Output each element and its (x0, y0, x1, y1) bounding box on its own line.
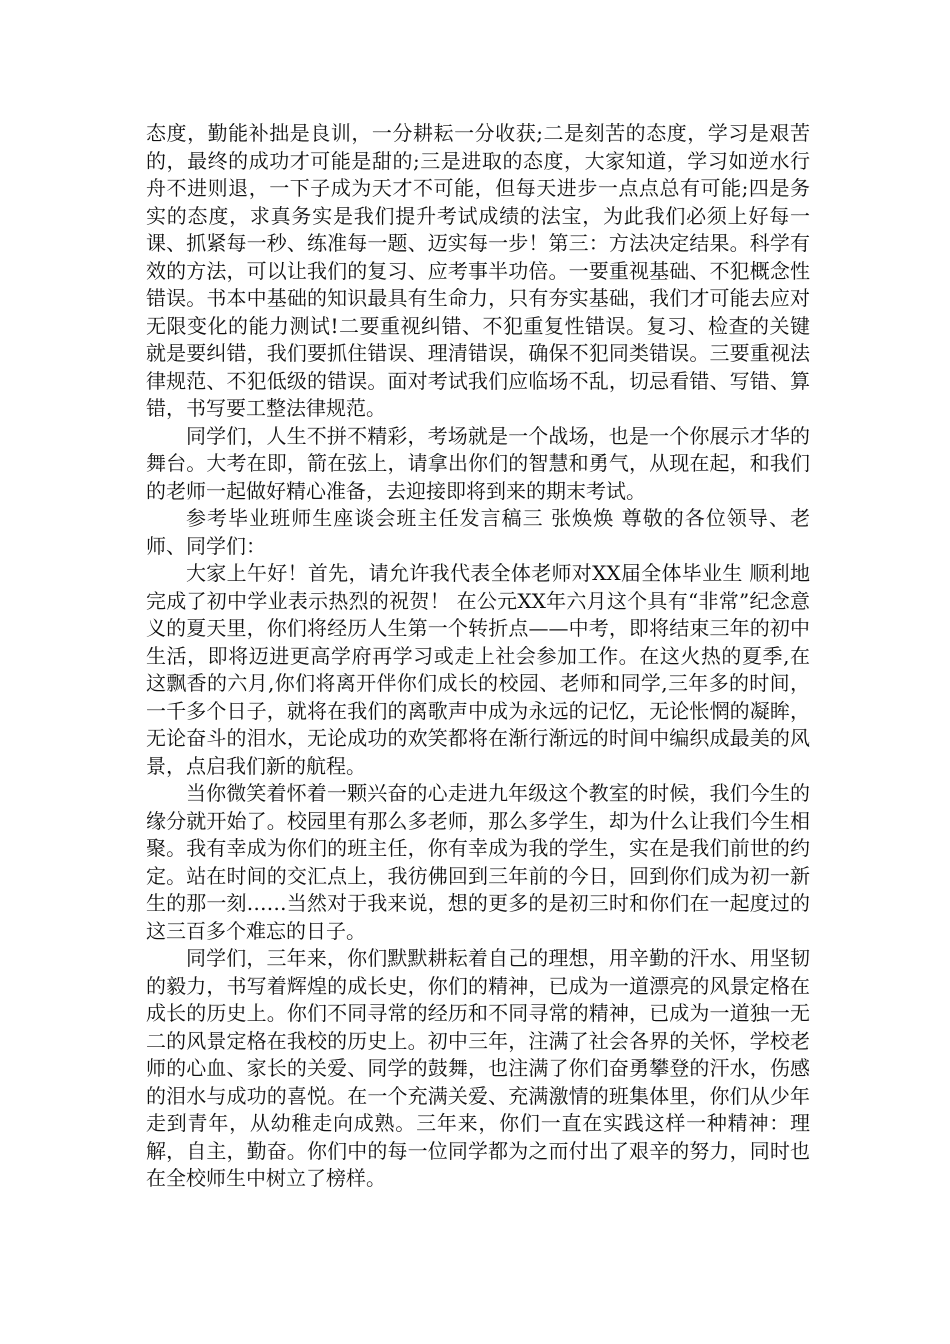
paragraph-greeting-congratulations: 大家上午好！首先，请允许我代表全体老师对XX届全体毕业生 顺利地完成了初中学业表示热烈的祝贺！ 在公元XX年六月这个具有“非常”纪念意义的夏天里，你们将经历人生第一个转折点——中考，即将结束三年的初中生活，即将迈进更高学府再学习或走上社会参加工作。在这火热的夏季,在这飘香的六月,你们将离开伴你们成长的校园、老师和同学,三年多的时间，一千多个日子，就将在我们的离歌声中成为永远的记忆，无论怅惘的凝眸，无论奋斗的泪水，无论成功的欢笑都将在渐行渐远的时间中编织成最美的风景，点启我们新的航程。 (146, 561, 810, 778)
paragraph-class-memories: 当你微笑着怀着一颗兴奋的心走进九年级这个教室的时候，我们今生的缘分就开始了。校园里有那么多老师，那么多学生，却为什么让我们今生相聚。我有幸成为你们的班主任，你有幸成为我的学生，实在是我们前世的约定。站在时间的交汇点上，我彷佛回到三年前的今日，回到你们成为初一新生的那一刻……当然对于我来说，想的更多的是初三时和你们在一起度过的这三百多个难忘的日子。 (146, 781, 810, 943)
paragraph-study-attitude-methods: 态度，勤能补拙是良训，一分耕耘一分收获;二是刻苦的态度，学习是艰苦的，最终的成功才可能是甜的;三是进取的态度，大家知道，学习如逆水行舟不进则退，一下子成为天才不可能，但每天进步一点点总有可能;四是务实的态度，求真务实是我们提升考试成绩的法宝，为此我们必须上好每一课、抓紧每一秒、练准每一题、迈实每一步！第三：方法决定结果。科学有效的方法，可以让我们的复习、应考事半功倍。一要重视基础、不犯概念性错误。书本中基础的知识最具有生命力，只有夯实基础，我们才可能去应对无限变化的能力测试!二要重视纠错、不犯重复性错误。复习、检查的关键就是要纠错，我们要抓住错误、理清错误，确保不犯同类错误。三要重视法律规范、不犯低级的错误。面对考试我们应临场不乱，切忌看错、写错、算错，书写要工整法律规范。 (146, 121, 810, 420)
paragraph-exam-encouragement: 同学们，人生不拼不精彩，考场就是一个战场，也是一个你展示才华的舞台。大考在即，箭在弦上，请拿出你们的智慧和勇气，从现在起，和我们的老师一起做好精心准备，去迎接即将到来的期末考试。 (146, 423, 810, 503)
document-body (146, 120, 810, 1193)
paragraph-three-years-spirit: 同学们，三年来，你们默默耕耘着自己的理想，用辛勤的汗水、用坚韧的毅力，书写着辉煌的成长史，你们的精神，已成为一道漂亮的风景定格在成长的历史上。你们不同寻常的经历和不同寻常的精神，已成为一道独一无二的风景定格在我校的历史上。初中三年，注满了社会各界的关怀，学校老师的心血、家长的关爱、同学的鼓舞，也注满了你们奋勇攀登的汗水，伤感的泪水与成功的喜悦。在一个充满关爱、充满激情的班集体里，你们从少年走到青年，从幼稚走向成熟。三年来，你们一直在实践这样一种精神：理解，自主，勤奋。你们中的每一位同学都为之而付出了艰辛的努力，同时也在全校师生中树立了榜样。 (146, 946, 810, 1190)
paragraph-speech-heading: 参考毕业班师生座谈会班主任发言稿三 张焕焕 尊敬的各位领导、老师、同学们： (146, 506, 810, 558)
